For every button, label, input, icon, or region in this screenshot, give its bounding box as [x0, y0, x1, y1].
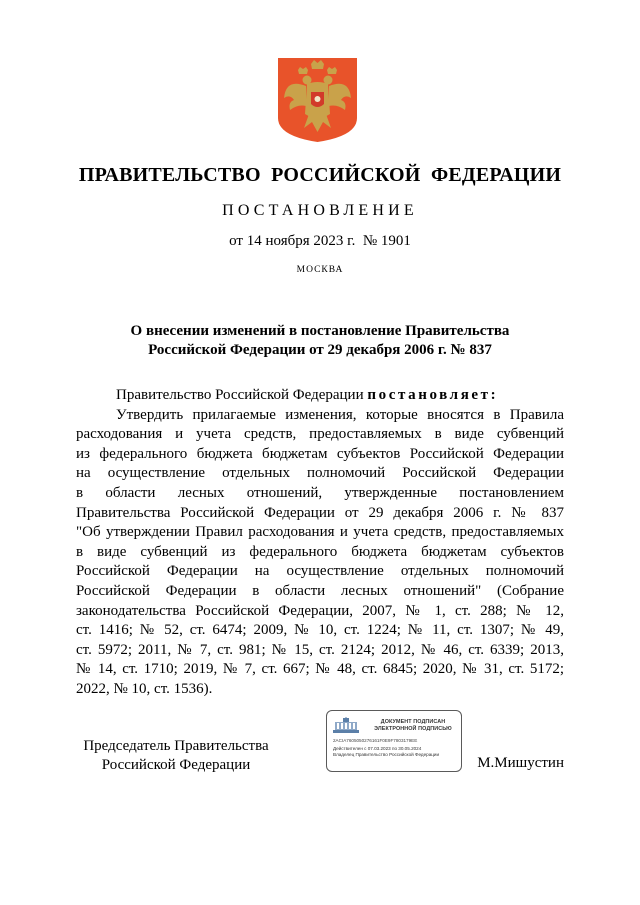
- subject-line: Российской Федерации от 29 декабря 2006 г. № 837: [148, 342, 492, 358]
- body-line: на осуществление отдельных полномочий Российской Федерации: [76, 465, 564, 482]
- body-line: 2022, № 10, ст. 1536).: [76, 680, 213, 697]
- issue-city: МОСКВА: [296, 265, 344, 275]
- body-line: из федерального бюджета бюджетам субъектов Российской Федерации: [76, 445, 564, 462]
- stamp-title-line: ДОКУМЕНТ ПОДПИСАН: [380, 719, 446, 725]
- decree-word: постановляет:: [367, 387, 499, 403]
- position-line: Председатель Правительства: [83, 738, 269, 754]
- document-type: ПОСТАНОВЛЕНИЕ: [222, 202, 418, 219]
- preamble: [76, 386, 564, 406]
- body-line: № 14, ст. 1710; 2019, № 7, ст. 667; № 48, ст. 6845; 2020, № 31, ст. 5172;: [76, 661, 564, 678]
- electronic-signature-stamp: [326, 710, 462, 772]
- certificate-number: 2ACIA7605050276161F0E9F7803179EE: [333, 738, 418, 743]
- body-line: Правительства Российской Федерации от 29 декабря 2006 г. № 837: [76, 504, 564, 521]
- preamble-text: Правительство Российской Федерации: [116, 387, 364, 403]
- body-line: в области лесных отношений, утвержденные постановлением: [76, 484, 564, 501]
- stamp-title: [367, 719, 459, 732]
- position-line: Российской Федерации: [101, 757, 251, 773]
- body-line: Утвердить прилагаемые изменения, которые вносятся в Правила: [116, 406, 564, 423]
- document-subject: [100, 322, 540, 360]
- body-line: "Об утверждении Правил расходования и учета средств, предоставляемых: [76, 524, 564, 541]
- certificate-owner: Владелец Правительство Российской Федерации: [333, 752, 440, 757]
- body-line: Российской Федерации на осуществление отдельных полномочий: [76, 563, 564, 580]
- certificate-validity: Действителен с 07.03.2023 по 30.05.2024: [333, 746, 422, 751]
- government-building-icon: [333, 717, 359, 733]
- document-date-number: от 14 ноября 2023 г. № 1901: [229, 233, 411, 249]
- document-body: [76, 386, 564, 700]
- body-line: Российской Федерации в области лесных отношений" (Собрание: [76, 582, 564, 599]
- signatory-position: [76, 737, 276, 775]
- body-line: расходования и учета средств, предоставляемых в виде субвенций: [76, 426, 564, 443]
- body-line: ст. 5972; 2011, № 7, ст. 981; № 15, ст. 2124; 2012, № 46, ст. 6339; 2013,: [76, 641, 564, 658]
- issuer-title: ПРАВИТЕЛЬСТВО РОССИЙСКОЙ ФЕДЕРАЦИИ: [78, 164, 562, 186]
- signatory-name: М.Мишустин: [477, 755, 564, 771]
- stamp-title-line: ЭЛЕКТРОННОЙ ПОДПИСЬЮ: [374, 725, 452, 732]
- coat-of-arms-icon: [276, 56, 359, 143]
- body-line: ст. 1416; № 52, ст. 6474; 2009, № 10, ст. 1224; № 11, ст. 1307; № 49,: [76, 622, 564, 639]
- body-line: законодательства Российской Федерации, 2007, № 1, ст. 288; № 12,: [76, 602, 564, 619]
- subject-line: О внесении изменений в постановление Правительства: [130, 323, 510, 339]
- body-line: в виде субвенций из федерального бюджета бюджетам субъектов: [76, 543, 564, 560]
